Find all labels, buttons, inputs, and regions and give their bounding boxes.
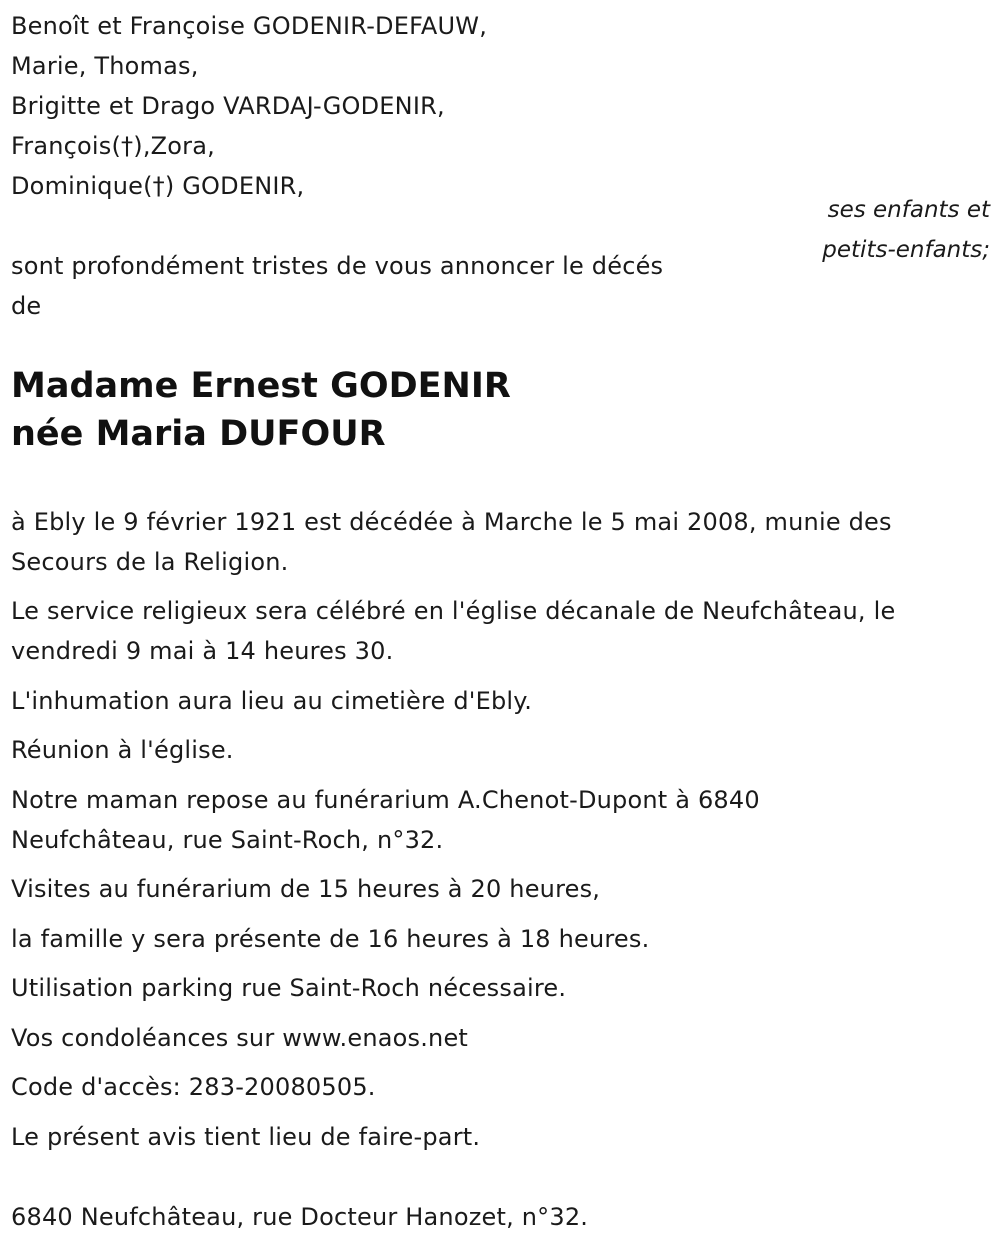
body-line: Réunion à l'église. [11,736,234,764]
deceased-name: Madame Ernest GODENIR [11,366,511,406]
announce-line: sont profondément tristes de vous annoncer le décés [11,252,664,280]
family-line: Marie, Thomas, [11,52,199,80]
relation-line: ses enfants et [827,197,990,223]
family-line: Brigitte et Drago VARDAJ-GODENIR, [11,92,445,120]
family-line: François(†),Zora, [11,132,215,160]
family-address: 6840 Neufchâteau, rue Docteur Hanozet, n°32. [11,1203,589,1231]
body-line: Le présent avis tient lieu de faire-part. [11,1123,481,1151]
body-line: la famille y sera présente de 16 heures à 18 heures. [11,925,650,953]
body-line: Notre maman repose au funérarium A.Chenot-Dupont à 6840 [11,786,760,814]
family-line: Benoît et Françoise GODENIR-DEFAUW, [11,12,488,40]
deceased-birth-name: née Maria DUFOUR [11,414,386,454]
body-line: Secours de la Religion. [11,548,289,576]
body-line: Code d'accès: 283-20080505. [11,1073,376,1101]
family-relation [822,190,990,270]
body-line: à Ebly le 9 février 1921 est décédée à Marche le 5 mai 2008, munie des [11,508,892,536]
family-line: Dominique(†) GODENIR, [11,172,305,200]
body-line: Utilisation parking rue Saint-Roch nécessaire. [11,974,567,1002]
body-line: Visites au funérarium de 15 heures à 20 heures, [11,875,601,903]
body-line: Neufchâteau, rue Saint-Roch, n°32. [11,826,444,854]
body-line: Vos condoléances sur www.enaos.net [11,1024,469,1052]
body-line: vendredi 9 mai à 14 heures 30. [11,637,394,665]
announce-line: de [11,292,42,320]
body-line: L'inhumation aura lieu au cimetière d'Ebly. [11,687,533,715]
body-line: Le service religieux sera célébré en l'église décanale de Neufchâteau, le [11,597,896,625]
relation-line: petits-enfants; [822,237,990,263]
